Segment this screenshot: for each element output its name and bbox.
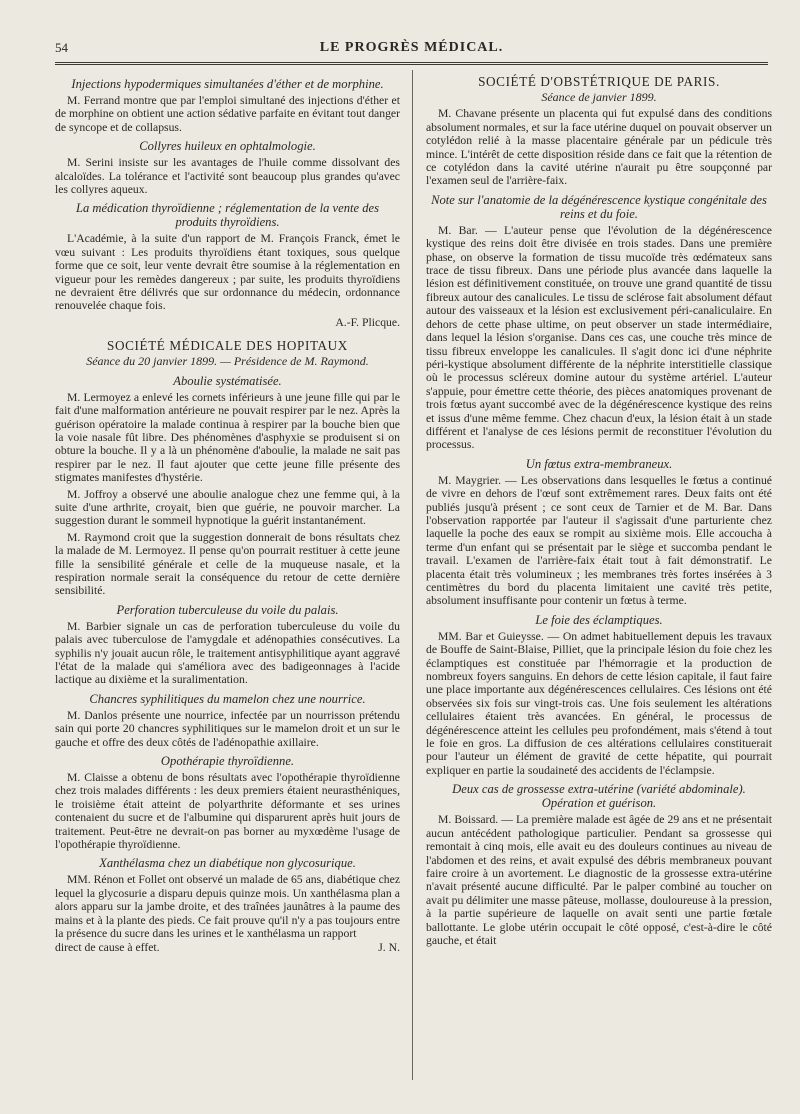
paragraph: MM. Bar et Guieysse. — On admet habituellement depuis les travaux de Bouffe de Saint-Blaise, Pilliet, que la principale lésion du foie chez les éclamptiques est constituée par l'hémorragie et la production de nombreux foyers sanguins. En dehors de cette lésion capitale, il faut faire une place importante aux dégénérescences cellulaires. Ces lésions ont été observées six fois sur vingt-trois cas. Une fois seulement les altérations cellulaires étaient très avancées. En général, le processus de dégénérescence atteint les cellules peu profondément, mais s'étend à tout le foie en gros. La diffusion de ces altérations cellulaires constituerait pour l'auteur un élément de gravité de cette hépatite, qui pourrait expliquer en partie la soudaineté des accidents de l'éclampsie.	[426, 629, 772, 777]
section-title: Injections hypodermiques simultanées d'éther et de morphine.	[71, 77, 384, 91]
page-number: 54	[55, 40, 68, 55]
paragraph: M. Ferrand montre que par l'emploi simultané des injections d'éther et de morphine on obtient une action sédative parfaite en évitant tout danger de syncope et de collapsus.	[55, 94, 400, 134]
section-title: Chancres syphilitiques du mamelon chez une nourrice.	[89, 691, 366, 706]
left-column	[55, 72, 400, 1084]
section-title: Note sur l'anatomie de la dégénérescence kystique congénitale des reins et du foie.	[431, 192, 767, 221]
paragraph: M. Claisse a obtenu de bons résultats avec l'opothérapie thyroïdienne chez trois malades différents : les deux premiers étaient neurasthéniques, le troisième était atteint de polyarthrite déformante et ses urines contenaient du sucre et de l'albumine qui disparurent après huit jours de traitement. Peut-être ne devrait-on pas borner au myxœdème l'usage de l'opothérapie thyroïdienne.	[55, 771, 400, 852]
section-title: Collyres huileux en ophtalmologie.	[139, 139, 316, 154]
session-line: Séance de janvier 1899.	[541, 90, 657, 104]
section-title: La médication thyroïdienne ; réglementation de la vente des produits thyroïdiens.	[75, 201, 380, 230]
right-column	[426, 72, 772, 1084]
paragraph: M. Serini insiste sur les avantages de l'huile comme dissolvant des alcaloïdes. La tolérance et l'activité sont beaucoup plus grandes qu'avec les collyres aqueux.	[55, 156, 400, 197]
session-line: Séance du 20 janvier 1899. — Présidence de M. Raymond.	[86, 354, 369, 369]
closing-line	[55, 941, 400, 954]
section-title: Un fœtus extra-membraneux.	[525, 456, 673, 471]
paragraph: M. Barbier signale un cas de perforation tuberculeuse du voile du palais avec tuberculose de l'amygdale et adénopathies consécutives. La syphilis n'y jouait aucun rôle, le traitement antisyphilitique ayant aggravé l'état de la malade qui s'améliora avec des badigeonnages à l'acide lactique au dixième et la suralimentation.	[55, 619, 400, 687]
page-header	[55, 40, 768, 65]
section-title: Le foie des éclamptiques.	[535, 612, 663, 627]
section-title: Aboulie systématisée.	[173, 373, 282, 388]
section-title: Deux cas de grossesse extra-utérine (variété abdominale). Opération et guérison.	[452, 782, 746, 811]
section-title: Xanthélasma chez un diabétique non glycosurique.	[99, 856, 356, 871]
author-signature: A.-F. Plicque.	[335, 315, 400, 329]
paragraph: M. Raymond croit que la suggestion donnerait de bons résultats chez la malade de M. Lermoyez. Il pense qu'on pourrait restituer à cette jeune fille la sensibilité générale et celle de la muqueuse nasale, et la respiration normale serait la conséquence du retour de cette dernière sensibilité.	[55, 530, 400, 598]
closing-text: direct de cause à effet.	[55, 940, 160, 954]
column-divider	[412, 70, 413, 1080]
paragraph: M. Bar. — L'auteur pense que l'évolution de la dégénérescence kystique des reins doit être divisée en trois stades. Dans une première phase, on observe la formation de tissu mucoïde très œdémateux sans trace de tissu fibreux. Dans une période plus avancée dans laquelle la lésion est définitivement constituée, on trouve une grand quantité de tissu fibreux autour des canalicules. Le tissu de sclérose fait absolument défaut autour des vaisseaux et la lésion est exclusivement péri-canaliculaire. En dehors de cette phase ultime, on peut observer un stade intermédiaire, dans lequel la lésion s'organise. Dans ces cas, une couche très mince de tissu fibreux enveloppe les canalicules. Il s'agit donc ici d'une néphrite péri-kystique absolument différente de la néphrite interstitielle classique où le processus scléreux domine autour du système artériel. L'auteur s'appuie, pour émettre cette théorie, des pièces anatomiques provenant de trois fœtus ayant succombé avec de la dégénérescence kystique des reins et issus d'une même femme. Chez chacun d'eux, la lésion était à un stade différent et l'analyse de ces lésions permit de reconstituer l'évolution du processus.	[426, 223, 772, 452]
paragraph: L'Académie, à la suite d'un rapport de M. François Franck, émet le vœu suivant : Les produits thyroïdiens étant toxiques, sous quelque forme que ce soit, leur vente devrait être soumise à la réglementation en vigueur pour les remèdes dangereux ; par suite, les produits thyroïdiens ne devraient être délivrés que sur ordonnance du médecin, ordonnance renouvelée chaque fois.	[55, 232, 400, 313]
running-title: LE PROGRÈS MÉDICAL.	[319, 40, 504, 55]
paragraph: M. Joffroy a observé une aboulie analogue chez une femme qui, à la suite d'une arthrite, croyait, bien que guérie, ne pouvoir marcher. La suggestion durant le sommeil hypnotique la guérit instantanément.	[55, 487, 400, 528]
paragraph: M. Danlos présente une nourrice, infectée par un nourrisson prétendu sain qui porte 20 chancres syphilitiques sur le mamelon droit et un sur le gauche et offre des deux côtés de l'adénopathie axillaire.	[55, 708, 400, 749]
section-title: Opothérapie thyroïdienne.	[160, 754, 295, 769]
paragraph: M. Maygrier. — Les observations dans lesquelles le fœtus a continué de vivre en dehors de l'œuf sont extrêmement rares. Deux faits ont été publiés jusqu'à présent ; ce sont ceux de Tarnier et de M. Bar. Dans l'observation rapportée par l'auteur il s'agissait d'une parturiente chez laquelle la poche des eaux se rompit au sixième mois. Elle accoucha à terme d'un enfant qui se présentait par le siège et succomba pendant le travail. L'examen de l'arrière-faix était tout à fait démonstratif. Le placenta était très volumineux ; les membranes très fortes insérées à 3 centimètres du bord du placenta limitaient une cavité très petite, absolument insuffisante pour contenir un fœtus à terme.	[426, 473, 772, 608]
society-title: SOCIÉTÉ MÉDICALE DES HOPITAUX	[107, 338, 348, 354]
paragraph: M. Chavane présente un placenta qui fut expulsé dans des conditions absolument normales, et sur la face utérine duquel on pouvait observer un cotylédon relié à la masse placentaire générale par un pédicule très mince. L'intérêt de cette disposition réside dans ce fait que la rétention de ce cotylédon dans la cavité utérine n'aurait pu être soupçonné par l'examen seul de l'arrière-faix.	[426, 107, 772, 188]
paragraph: M. Boissard. — La première malade est âgée de 29 ans et ne présentait aucun antécédent pathologique particulier. Pendant sa grossesse qui remontait à cinq mois, elle avait eu des douleurs continues au niveau de l'abdomen et des reins, et avait expulsé des débris membraneux pouvant faire croire à un avortement. Le diagnostic de la grossesse extra-utérine n'avait présenté aucune difficulté. Par le palper combiné au toucher on avait pu délimiter une masse pâteuse, mollasse, douloureuse à la pression, à la partie supérieure de laquelle on avait senti une partie fœtale ballottante. Le globe utérin occupait le côté opposé, c'est-à-dire le côté gauche, et était	[426, 813, 772, 947]
society-title: SOCIÉTÉ D'OBSTÉTRIQUE DE PARIS.	[478, 74, 720, 89]
section-title: Perforation tuberculeuse du voile du palais.	[116, 602, 339, 617]
paragraph: MM. Rénon et Follet ont observé un malade de 65 ans, diabétique chez lequel la glycosurie a disparu depuis quinze mois. Un xanthélasma plan a alors apparu sur la jambe droite, et des traînées jaunâtres à la paume des mains et à la plante des pieds. Ce fait prouve qu'il n'y a pas toujours entre la présence du sucre dans les urines et le xanthélasma un rapport	[55, 873, 400, 941]
paragraph: M. Lermoyez a enlevé les cornets inférieurs à une jeune fille qui par le fait d'une malformation antérieure ne pouvait respirer par le nez. Après la guérison opératoire la malade continua à respirer par la bouche bien que la voie nasale fût libre. Des phénomènes d'asphyxie se produisent si on obture la bouche. Il y a là un phénomène d'aboulie, la malade ne sait pas respirer par le nez. Il faut ajouter que cette jeune fille présente des stigmates manifestes d'hystérie.	[55, 390, 400, 485]
author-signature: J. N.	[378, 940, 400, 954]
